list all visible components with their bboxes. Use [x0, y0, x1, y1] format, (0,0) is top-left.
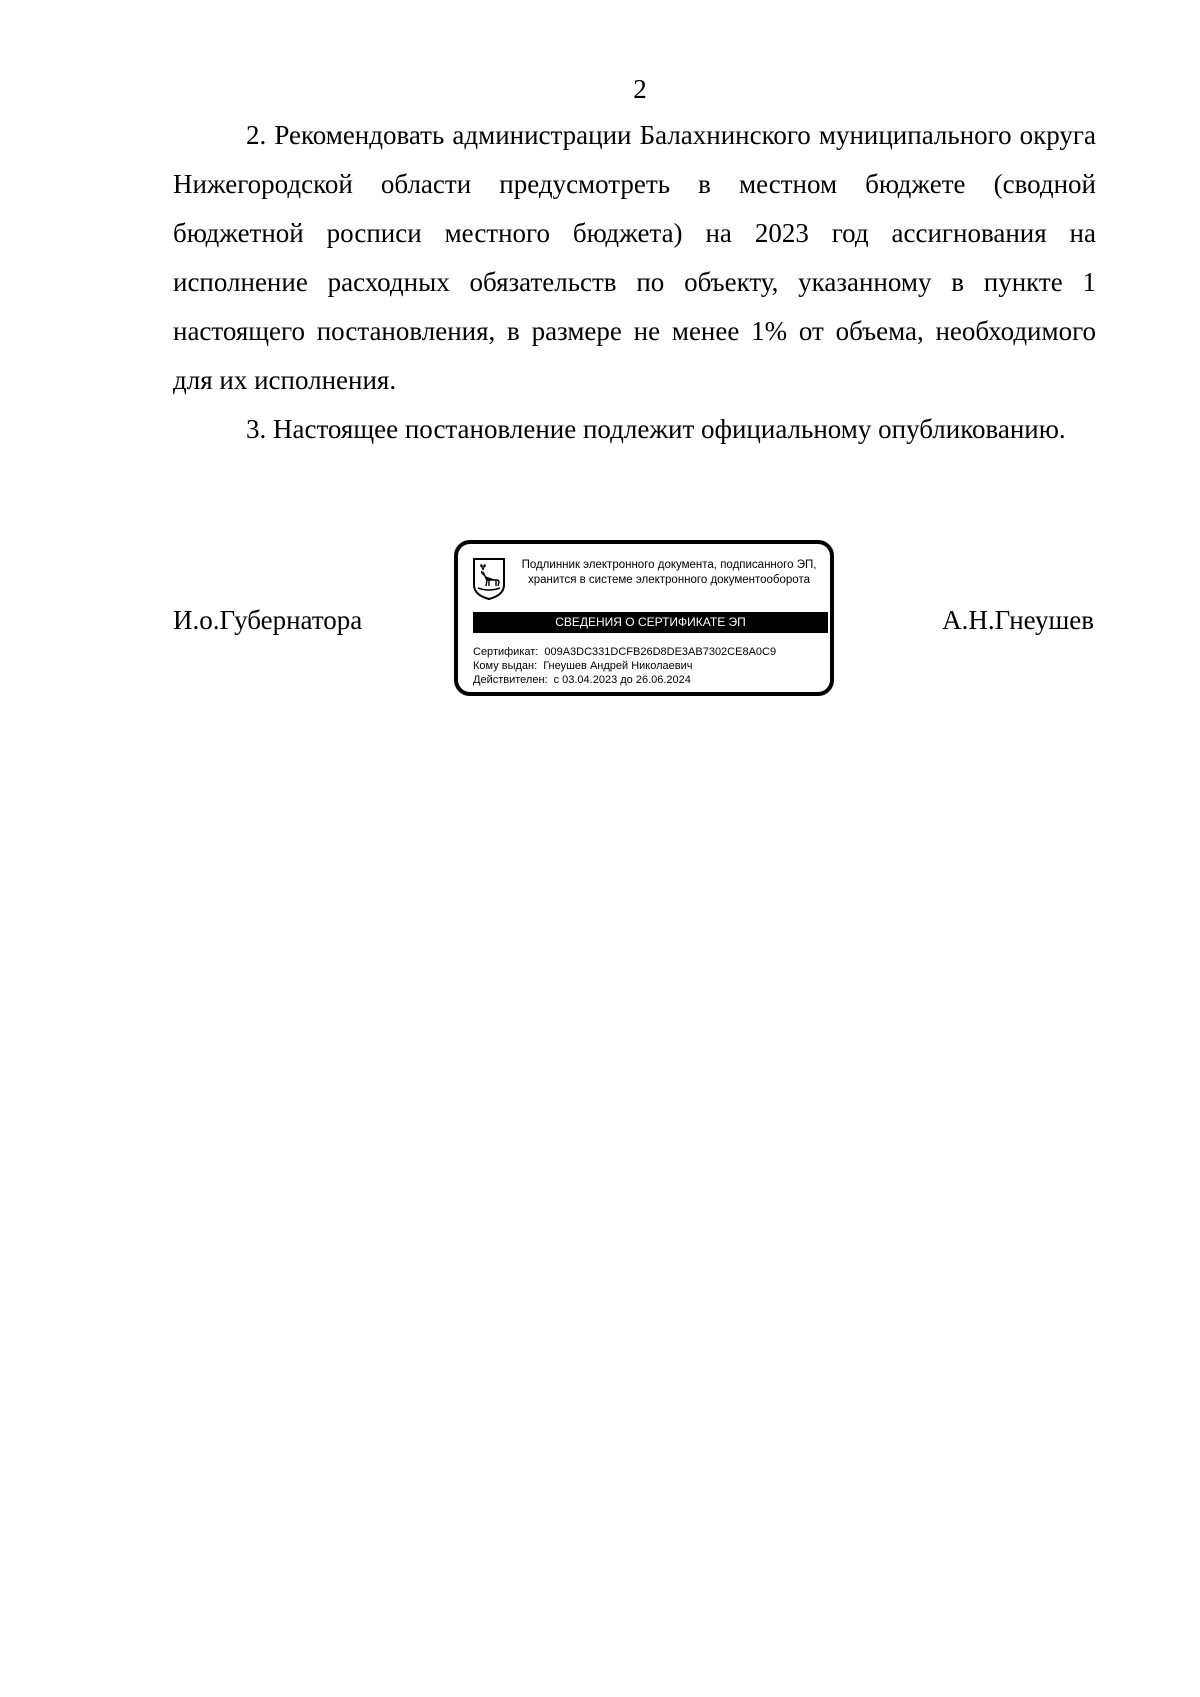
signatory-title: И.о.Губернатора: [173, 605, 363, 635]
document-body: [173, 111, 1096, 454]
stamp-caption-line-2: хранится в системе электронного документооборота: [528, 574, 810, 586]
paragraph-2: 2. Рекомендовать администрации Балахнинского муниципального округа Нижегородской области предусмотреть в местном бюджете (сводной бюджетной росписи местного бюджета) на 2023 год ассигнования на исполнение расходных обязательств по объекту, указанному в пункте 1 настоящего постановления, в размере не менее 1% от объема, необходимого для их исполнения.: [173, 120, 1096, 395]
certificate-details: [473, 645, 828, 687]
issued-to-value: Гнеушев Андрей Николаевич: [543, 660, 693, 672]
stamp-caption: [510, 558, 828, 588]
certificate-row: [473, 645, 828, 659]
issued-to-row: [473, 659, 828, 673]
electronic-signature-stamp: [454, 540, 834, 696]
validity-row: [473, 673, 828, 687]
stamp-caption-line-1: Подлинник электронного документа, подписанного ЭП,: [521, 559, 817, 571]
certificate-banner: СВЕДЕНИЯ О СЕРТИФИКАТЕ ЭП: [473, 612, 828, 633]
page-number: 2: [633, 74, 647, 104]
signatory-name: А.Н.Гнеушев: [942, 605, 1094, 635]
certificate-value: 009A3DC331DCFB26D8DE3AB7302CE8A0C9: [544, 646, 777, 658]
certificate-label: Сертификат:: [473, 646, 539, 658]
validity-label: Действителен:: [473, 674, 548, 686]
deer-coat-of-arms-icon: [472, 557, 506, 601]
validity-value: с 03.04.2023 до 26.06.2024: [553, 674, 691, 686]
paragraph-3: 3. Настоящее постановление подлежит официальному опубликованию.: [246, 414, 1066, 444]
issued-to-label: Кому выдан:: [473, 660, 538, 672]
